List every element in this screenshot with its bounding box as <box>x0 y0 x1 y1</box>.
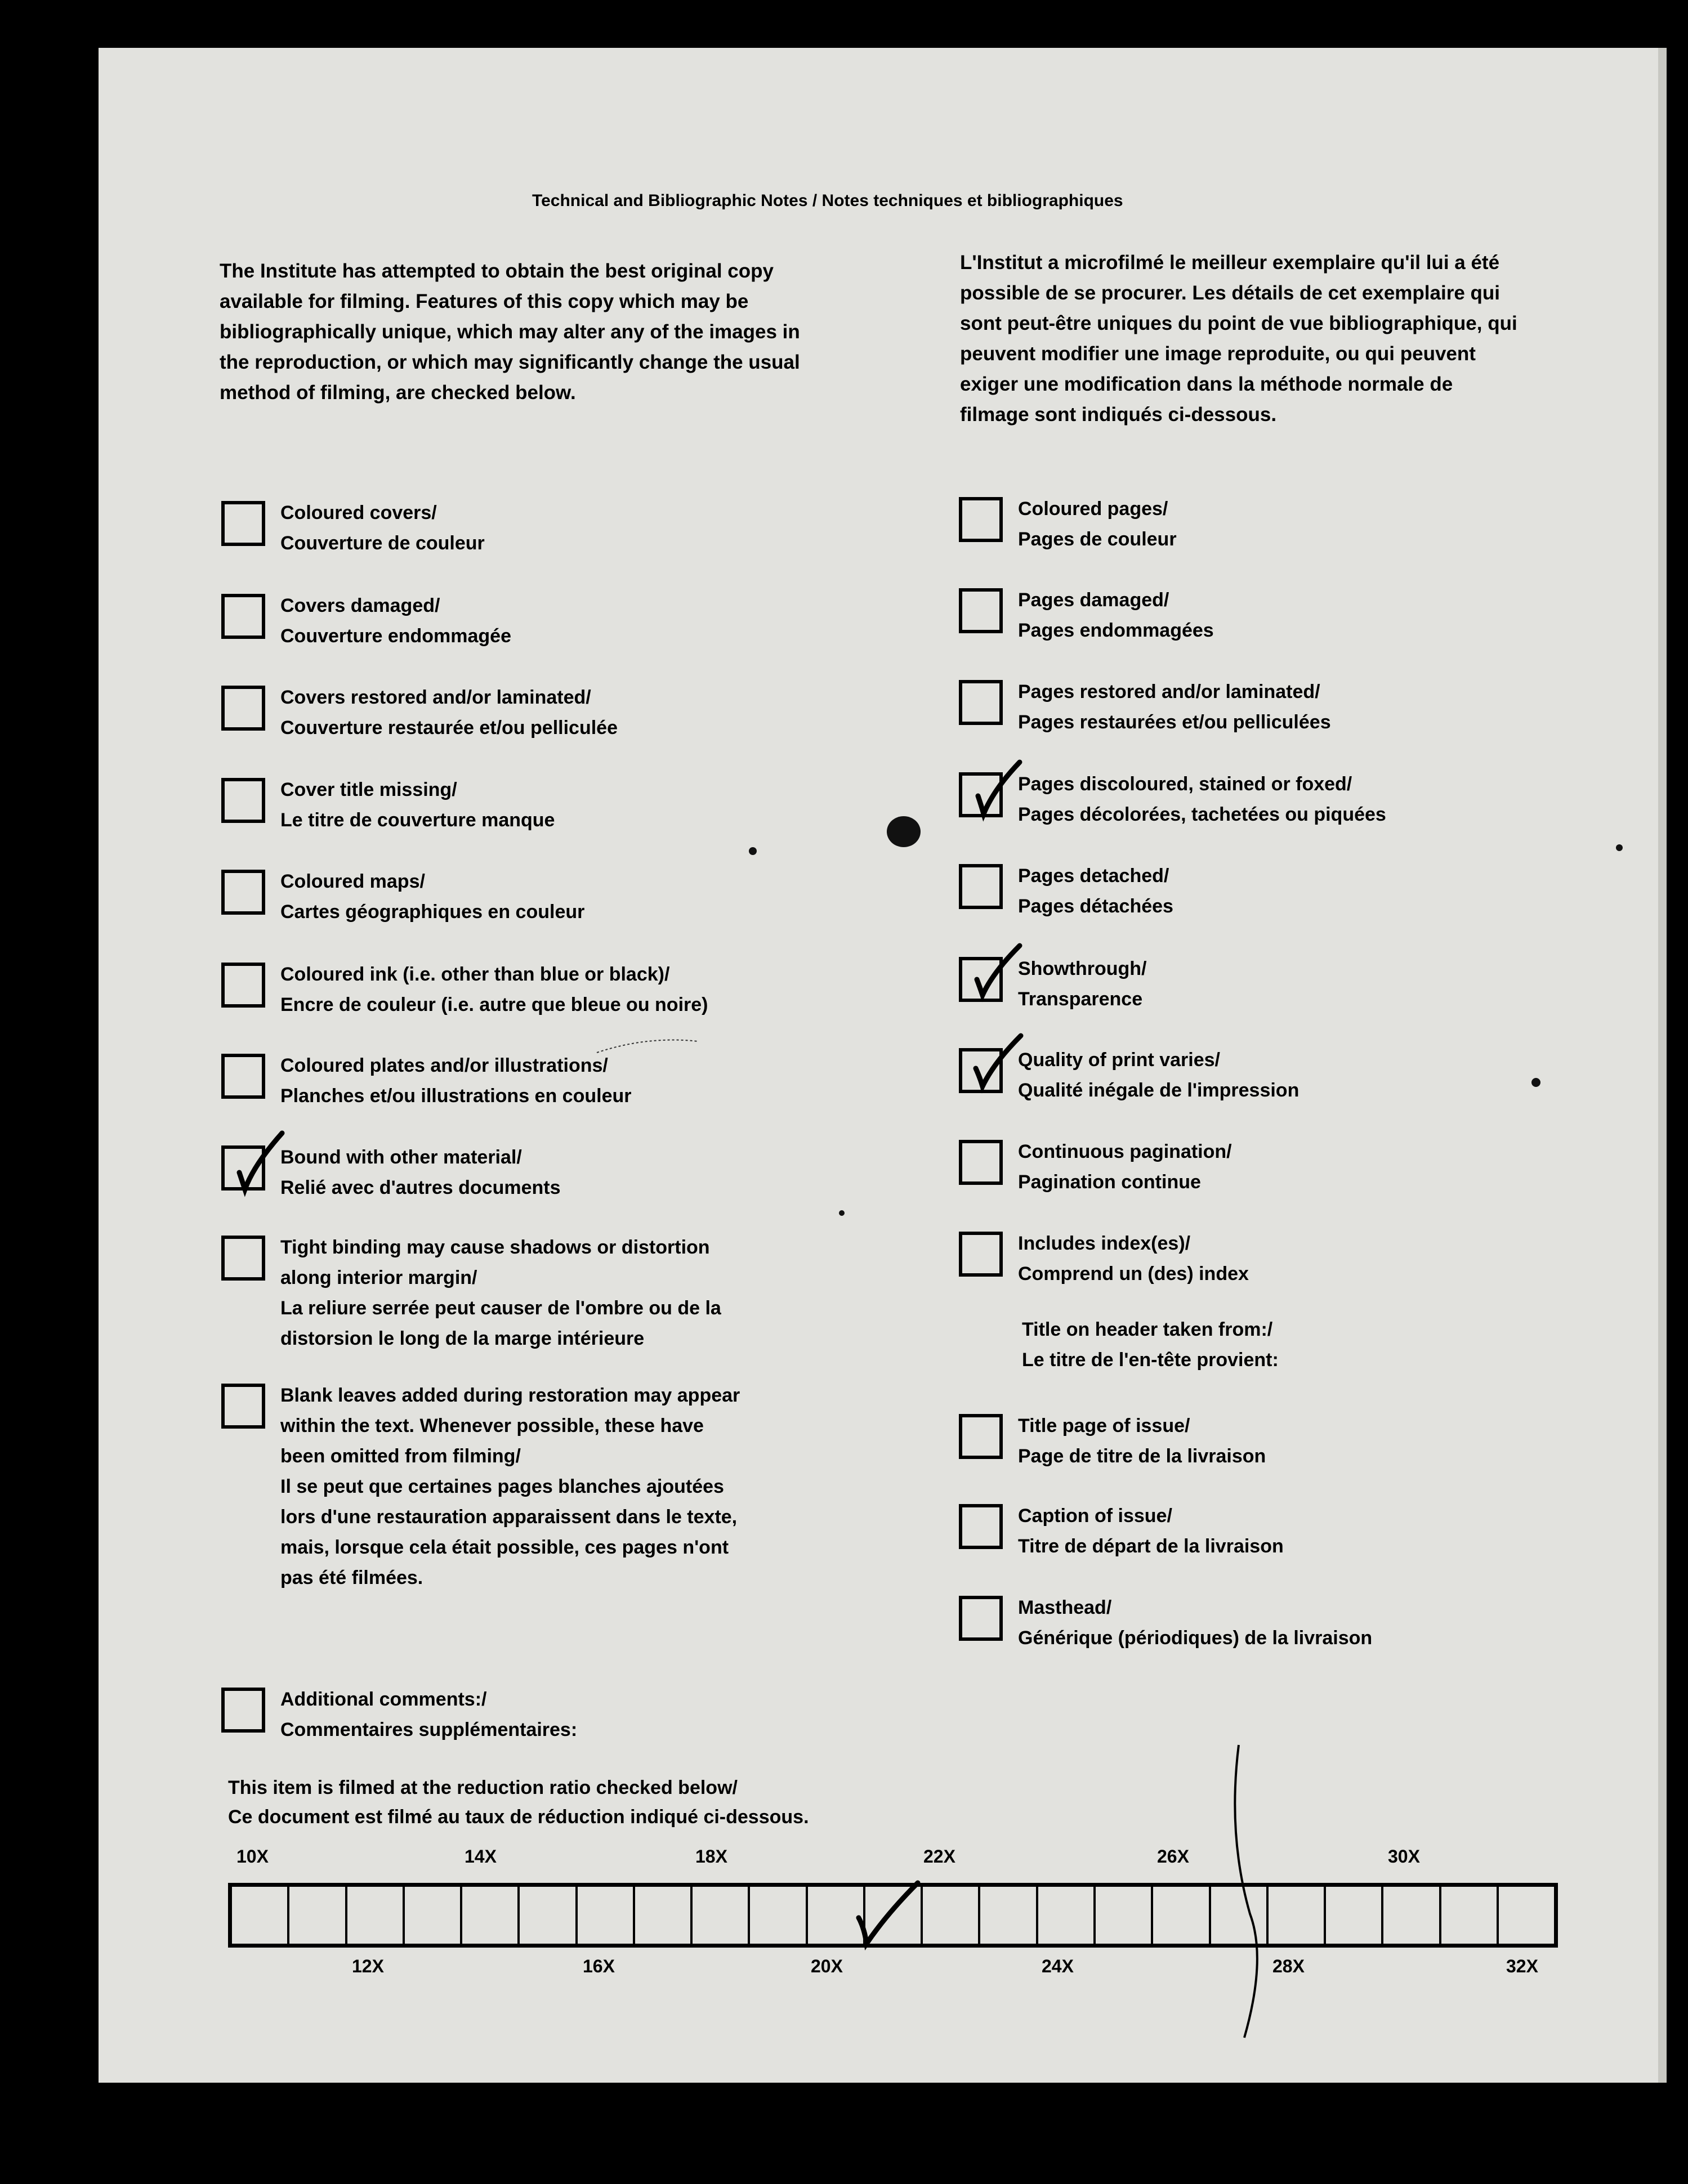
ratio-label-top: 18X <box>695 1846 727 1867</box>
item-label-fr: Générique (périodiques) de la livraison <box>1018 1627 1373 1649</box>
checkbox[interactable] <box>959 680 1003 725</box>
ratio-cell[interactable] <box>1153 1887 1211 1944</box>
ratio-label-bottom: 12X <box>352 1956 384 1976</box>
checkbox[interactable] <box>221 501 265 546</box>
item-label-fr: Page de titre de la livraison <box>1018 1445 1266 1467</box>
checkbox[interactable] <box>221 686 265 731</box>
scratch-mark <box>597 1036 698 1058</box>
reduction-line-en: This item is filmed at the reduction ratio checked below/ <box>228 1777 738 1798</box>
item-label-fr: Qualité inégale de l'impression <box>1018 1080 1300 1101</box>
ratio-label-bottom: 20X <box>811 1956 843 1976</box>
blank-leaves-line: Il se peut que certaines pages blanches ajoutées <box>280 1476 724 1497</box>
ink-speck <box>749 847 757 855</box>
ratio-cell[interactable] <box>635 1887 693 1944</box>
checkbox[interactable] <box>221 594 265 639</box>
ratio-cell[interactable] <box>578 1887 635 1944</box>
ink-speck <box>839 1210 845 1216</box>
item-label-en: Pages discoloured, stained or foxed/ <box>1018 773 1352 795</box>
item-label-en: Coloured maps/ <box>280 871 425 892</box>
ratio-label-bottom: 28X <box>1272 1956 1305 1976</box>
item-label-fr: Planches et/ou illustrations en couleur <box>280 1085 632 1107</box>
checkbox[interactable] <box>959 1504 1003 1549</box>
item-label-en: Covers damaged/ <box>280 595 440 616</box>
checkbox[interactable] <box>221 778 265 823</box>
item-label-fr: Pages restaurées et/ou pelliculées <box>1018 711 1331 733</box>
ink-blot <box>887 816 921 847</box>
checkbox[interactable] <box>221 963 265 1008</box>
ink-speck <box>1531 1078 1540 1087</box>
blank-leaves-line: within the text. Whenever possible, these have <box>280 1415 704 1436</box>
item-label-en: Coloured pages/ <box>1018 498 1168 520</box>
tight-binding-line: Tight binding may cause shadows or distortion <box>280 1237 710 1258</box>
item-label-en: Coloured plates and/or illustrations/ <box>280 1055 608 1076</box>
item-label-fr: Titre de départ de la livraison <box>1018 1536 1284 1557</box>
item-label-fr: Encre de couleur (i.e. autre que bleue ou noire) <box>280 994 708 1015</box>
checkmark-icon <box>964 764 1021 826</box>
tight-binding-line: distorsion le long de la marge intérieure <box>280 1328 645 1349</box>
checkbox[interactable] <box>959 864 1003 909</box>
checkmark-icon <box>964 1040 1021 1102</box>
checkbox[interactable] <box>959 497 1003 542</box>
checkbox[interactable] <box>959 1596 1003 1641</box>
ratio-label-top: 26X <box>1157 1846 1189 1867</box>
item-label-en: Caption of issue/ <box>1018 1505 1172 1527</box>
intro-english: The Institute has attempted to obtain the best original copy available for filming. Features of this copy which may be bibliographically unique, which may alter any of the images in the reproduction, or which may significantly change the usual method of filming, are checked below. <box>220 260 800 404</box>
checkbox[interactable] <box>221 1054 265 1099</box>
item-label-fr: Couverture de couleur <box>280 532 485 554</box>
item-label-en: Covers restored and/or laminated/ <box>280 687 591 708</box>
ratio-label-top: 22X <box>923 1846 955 1867</box>
page-title: Technical and Bibliographic Notes / Notes techniques et bibliographiques <box>532 191 1123 210</box>
item-label-fr: Cartes géographiques en couleur <box>280 901 585 923</box>
item-label-en: Continuous pagination/ <box>1018 1141 1232 1162</box>
ratio-label-bottom: 24X <box>1042 1956 1074 1976</box>
blank-leaves-line: Blank leaves added during restoration may appear <box>280 1385 740 1406</box>
ink-speck <box>1616 844 1623 851</box>
ratio-cell[interactable] <box>289 1887 347 1944</box>
ratio-cell[interactable] <box>405 1887 462 1944</box>
item-label-en: Includes index(es)/ <box>1018 1233 1191 1254</box>
ratio-cell[interactable] <box>232 1887 289 1944</box>
checkbox[interactable] <box>959 1140 1003 1185</box>
checkbox[interactable] <box>221 1384 265 1429</box>
checkbox[interactable] <box>221 870 265 915</box>
ratio-cell[interactable] <box>923 1887 980 1944</box>
ratio-cell[interactable] <box>1499 1887 1554 1944</box>
ratio-cell[interactable] <box>980 1887 1038 1944</box>
item-label-en: Coloured ink (i.e. other than blue or black)/ <box>280 964 670 985</box>
blank-leaves-line: pas été filmées. <box>280 1567 423 1588</box>
item-label-fr: Transparence <box>1018 988 1143 1010</box>
checkbox[interactable] <box>221 1688 265 1733</box>
item-label-fr: Pages endommagées <box>1018 620 1214 641</box>
item-label-en: Cover title missing/ <box>280 779 457 800</box>
item-label-en: Pages detached/ <box>1018 865 1169 887</box>
item-label-en: Showthrough/ <box>1018 958 1147 979</box>
ratio-cell[interactable] <box>808 1887 865 1944</box>
checkmark-icon <box>964 949 1021 1011</box>
item-label-fr: Pages décolorées, tachetées ou piquées <box>1018 804 1386 825</box>
blank-leaves-line: lors d'une restauration apparaissent dans le texte, <box>280 1506 738 1528</box>
blank-leaves-line: been omitted from filming/ <box>280 1445 521 1467</box>
item-label-en: Pages restored and/or laminated/ <box>1018 681 1320 702</box>
item-label-en: Bound with other material/ <box>280 1147 522 1168</box>
item-label-en: Masthead/ <box>1018 1597 1112 1618</box>
ratio-cell[interactable] <box>347 1887 405 1944</box>
ratio-cell[interactable] <box>1269 1887 1326 1944</box>
ratio-label-top: 10X <box>236 1846 269 1867</box>
item-label-fr: Pages de couleur <box>1018 529 1177 550</box>
item-label-en: Additional comments:/ <box>280 1689 487 1710</box>
item-label-fr: Commentaires supplémentaires: <box>280 1719 578 1740</box>
blank-leaves-line: mais, lorsque cela était possible, ces pages n'ont <box>280 1537 729 1558</box>
item-label-fr: Couverture restaurée et/ou pelliculée <box>280 717 618 739</box>
checkbox[interactable] <box>221 1236 265 1281</box>
item-label-en: Pages damaged/ <box>1018 589 1169 611</box>
ratio-cell[interactable] <box>520 1887 577 1944</box>
header-note-fr: Le titre de l'en-tête provient: <box>1022 1349 1279 1371</box>
ratio-label-top: 14X <box>465 1846 497 1867</box>
scratch-mark <box>1205 1745 1272 2038</box>
ratio-cell[interactable] <box>1326 1887 1383 1944</box>
ratio-cell[interactable] <box>1096 1887 1153 1944</box>
header-note <box>1022 1314 1279 1375</box>
item-label-fr: Pages détachées <box>1018 896 1173 917</box>
tight-binding-line: along interior margin/ <box>280 1267 477 1288</box>
item-label-en: Title page of issue/ <box>1018 1415 1190 1436</box>
item-label-en: Coloured covers/ <box>280 502 437 523</box>
ratio-cell[interactable] <box>1038 1887 1096 1944</box>
page-edge <box>1658 48 1667 2083</box>
ratio-cell[interactable] <box>1383 1887 1441 1944</box>
reduction-ratio-note <box>228 1773 809 1832</box>
item-label-fr: Le titre de couverture manque <box>280 809 555 831</box>
item-label-fr: Relié avec d'autres documents <box>280 1177 561 1198</box>
ratio-cell[interactable] <box>693 1887 750 1944</box>
checkmark-icon <box>859 1883 921 1953</box>
checkbox[interactable] <box>959 588 1003 633</box>
tight-binding-line: La reliure serrée peut causer de l'ombre ou de la <box>280 1297 721 1319</box>
intro-french: L'Institut a microfilmé le meilleur exemplaire qu'il lui a été possible de se procurer. Les détails de cet exemplaire qui sont peut-être uniques du point de vue bibliographique, qui peuvent modifier une image reproduite, ou qui peuvent exiger une modification dans la méthode normale de filmage sont indiqués ci-dessous. <box>960 252 1517 426</box>
ratio-cell[interactable] <box>750 1887 807 1944</box>
reduction-line-fr: Ce document est filmé au taux de réduction indiqué ci-dessous. <box>228 1806 809 1828</box>
ratio-label-bottom: 32X <box>1506 1956 1538 1976</box>
item-label-fr: Couverture endommagée <box>280 625 511 647</box>
checkbox[interactable] <box>959 1232 1003 1277</box>
ratio-cell[interactable] <box>1441 1887 1499 1944</box>
item-label-en: Quality of print varies/ <box>1018 1049 1220 1071</box>
ratio-label-bottom: 16X <box>583 1956 615 1976</box>
header-note-en: Title on header taken from:/ <box>1022 1319 1273 1340</box>
ratio-cell[interactable] <box>462 1887 520 1944</box>
checkbox[interactable] <box>959 1414 1003 1459</box>
item-label-fr: Comprend un (des) index <box>1018 1263 1249 1285</box>
ratio-label-top: 30X <box>1388 1846 1420 1867</box>
checkmark-icon <box>227 1138 283 1200</box>
item-label-fr: Pagination continue <box>1018 1171 1201 1193</box>
